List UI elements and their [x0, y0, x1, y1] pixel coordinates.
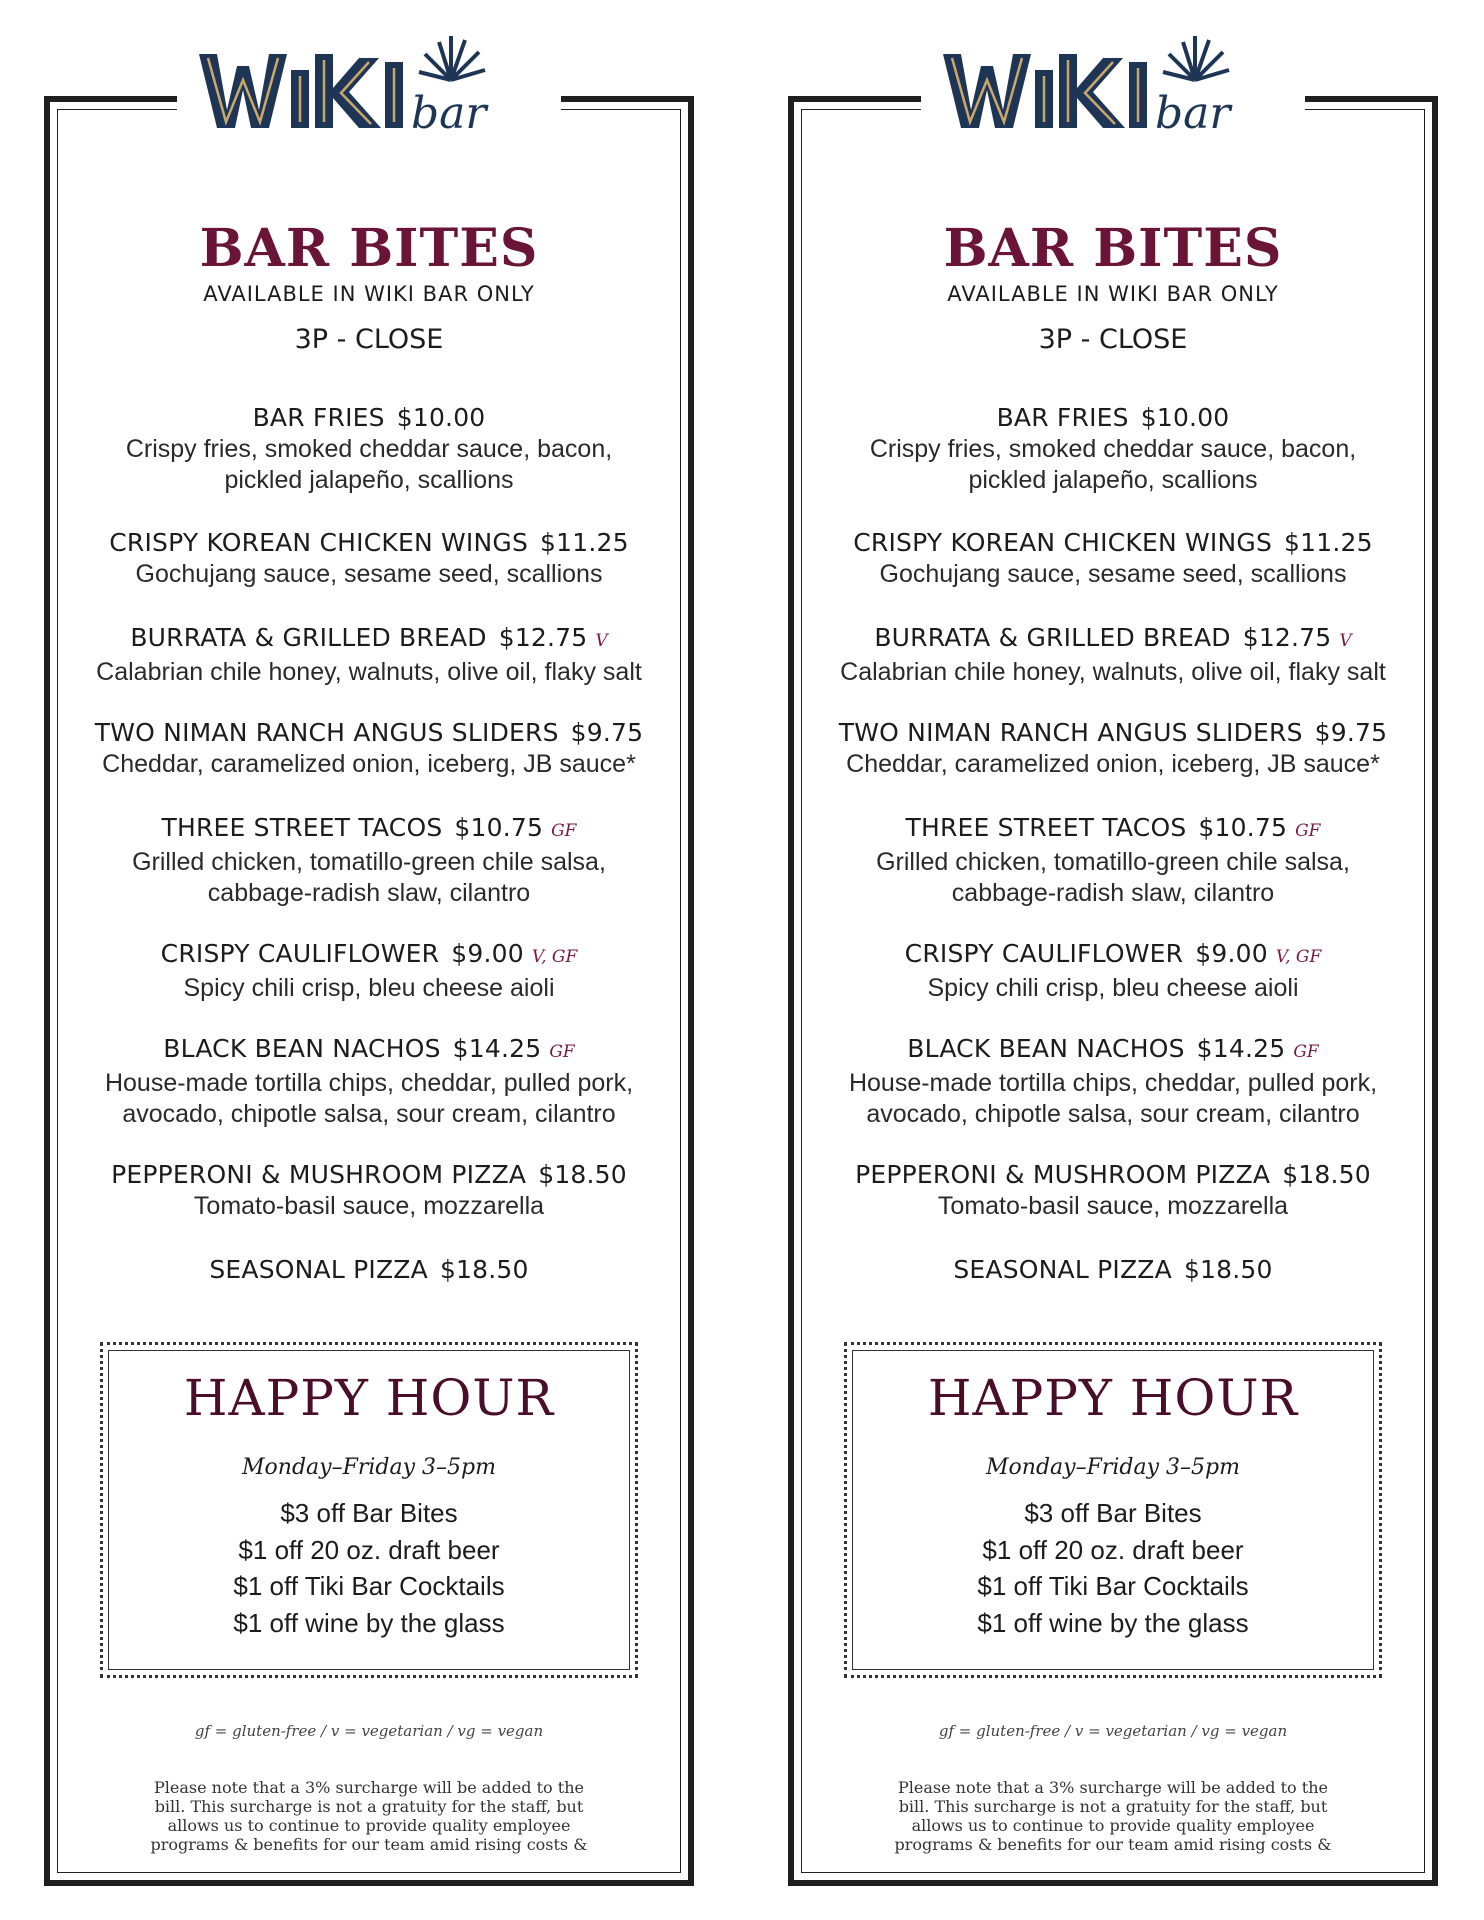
menu-item [794, 1033, 1432, 1130]
menu-item [794, 717, 1432, 780]
item-name: PEPPERONI & MUSHROOM PIZZA [855, 1160, 1271, 1189]
item-description: Cheddar, caramelized onion, iceberg, JB sauce* [102, 750, 636, 778]
surcharge-note [894, 1778, 1332, 1854]
item-name: THREE STREET TACOS [905, 813, 1187, 842]
item-price: $12.75 [1242, 623, 1332, 652]
surcharge-note-line: bill. This surcharge is not a gratuity for the staff, but [898, 1797, 1328, 1816]
service-hours: 3P - CLOSE [1038, 324, 1188, 355]
item-description: Gochujang sauce, sesame seed, scallions [879, 560, 1347, 588]
happy-hour-box [844, 1342, 1382, 1678]
happy-hour-days: Monday–Friday 3–5pm [242, 1455, 496, 1480]
happy-hour-deal: $3 off Bar Bites [280, 1498, 458, 1528]
item-name: BAR FRIES [252, 403, 385, 432]
menu-item [794, 527, 1432, 590]
happy-hour-deals [103, 1495, 635, 1641]
happy-hour-deal: $1 off Tiki Bar Cocktails [233, 1571, 505, 1601]
dietary-tag: V [1339, 631, 1352, 651]
item-price: $18.50 [439, 1255, 529, 1284]
item-description: House-made tortilla chips, cheddar, pulled pork, [848, 1069, 1378, 1097]
item-description: Calabrian chile honey, walnuts, olive oil, flaky salt [840, 658, 1386, 686]
item-description: Spicy chili crisp, bleu cheese aioli [183, 974, 555, 1002]
menu-item [50, 717, 688, 780]
item-name: BURRATA & GRILLED BREAD [874, 623, 1231, 652]
happy-hour-deal: $1 off Tiki Bar Cocktails [977, 1571, 1249, 1601]
item-price: $18.50 [538, 1160, 627, 1189]
item-price: $9.00 [451, 939, 524, 968]
item-description: Tomato-basil sauce, mozzarella [193, 1192, 545, 1220]
dietary-tag: V [595, 631, 608, 651]
item-price: $9.75 [570, 718, 644, 747]
item-name: TWO NIMAN RANCH ANGUS SLIDERS [94, 718, 559, 747]
item-name: SEASONAL PIZZA [953, 1255, 1172, 1284]
item-price: $9.75 [1314, 718, 1388, 747]
item-name: CRISPY CAULIFLOWER [904, 939, 1184, 968]
item-price: $10.75 [1198, 813, 1288, 842]
dietary-tag: GF [1293, 1042, 1319, 1062]
menu-card-left [44, 88, 694, 1886]
menu-item [50, 1033, 688, 1130]
item-price: $14.25 [1196, 1034, 1286, 1063]
menu-item [794, 812, 1432, 909]
menu-item [50, 622, 688, 688]
surcharge-note-line: Please note that a 3% surcharge will be added to the [154, 1778, 584, 1797]
wiki-bar-logo-icon [189, 32, 549, 142]
item-description: Grilled chicken, tomatillo-green chile salsa, [132, 848, 606, 876]
happy-hour-title: HAPPY HOUR [927, 1369, 1299, 1427]
bar-bites-title: BAR BITES [199, 218, 539, 279]
item-description: avocado, chipotle salsa, sour cream, cilantro [866, 1100, 1360, 1128]
menu-item [50, 812, 688, 909]
item-description: Grilled chicken, tomatillo-green chile salsa, [876, 848, 1350, 876]
item-price: $9.00 [1195, 939, 1268, 968]
wiki-bar-logo [177, 32, 561, 142]
svg-text:bar: bar [1155, 88, 1231, 139]
surcharge-note-line: programs & benefits for our team amid rising costs & [894, 1835, 1332, 1854]
dietary-legend: gf = gluten-free / v = vegetarian / vg = vegan [194, 1722, 544, 1740]
happy-hour-deal: $1 off wine by the glass [233, 1607, 505, 1638]
happy-hour-deals [847, 1495, 1379, 1641]
service-hours: 3P - CLOSE [294, 324, 444, 355]
item-price: $10.75 [454, 813, 544, 842]
dietary-tag: GF [1295, 821, 1321, 841]
item-price: $12.75 [498, 623, 588, 652]
happy-hour-deal: $1 off wine by the glass [977, 1607, 1249, 1638]
item-description: cabbage-radish slaw, cilantro [951, 879, 1275, 907]
item-price: $18.50 [1282, 1160, 1371, 1189]
item-name: BLACK BEAN NACHOS [163, 1034, 441, 1063]
item-name: CRISPY CAULIFLOWER [160, 939, 440, 968]
item-description: Crispy fries, smoked cheddar sauce, bacon, [125, 435, 613, 463]
item-description: Gochujang sauce, sesame seed, scallions [135, 560, 603, 588]
bar-bites-title: BAR BITES [943, 218, 1283, 279]
item-description: House-made tortilla chips, cheddar, pulled pork, [104, 1069, 634, 1097]
surcharge-note-line: bill. This surcharge is not a gratuity for the staff, but [154, 1797, 584, 1816]
dietary-tag: V, GF [1275, 947, 1322, 967]
item-name: BAR FRIES [996, 403, 1129, 432]
item-description: cabbage-radish slaw, cilantro [207, 879, 531, 907]
item-price: $11.25 [1284, 528, 1373, 557]
surcharge-note-line: allows us to continue to provide quality employee [911, 1816, 1315, 1835]
item-name: THREE STREET TACOS [161, 813, 443, 842]
menu-item [794, 1254, 1432, 1286]
item-name: BLACK BEAN NACHOS [907, 1034, 1185, 1063]
wiki-bar-logo-icon [933, 32, 1293, 142]
item-description: pickled jalapeño, scallions [224, 466, 514, 494]
happy-hour-days: Monday–Friday 3–5pm [986, 1455, 1240, 1480]
item-name: SEASONAL PIZZA [209, 1255, 428, 1284]
item-description: Calabrian chile honey, walnuts, olive oil, flaky salt [96, 658, 642, 686]
menu-item [50, 402, 688, 496]
happy-hour-title: HAPPY HOUR [183, 1369, 555, 1427]
surcharge-note-line: allows us to continue to provide quality employee [167, 1816, 571, 1835]
happy-hour-box [100, 1342, 638, 1678]
item-description: Tomato-basil sauce, mozzarella [937, 1192, 1289, 1220]
item-description: avocado, chipotle salsa, sour cream, cilantro [122, 1100, 616, 1128]
item-price: $18.50 [1183, 1255, 1273, 1284]
surcharge-note [150, 1778, 588, 1854]
item-description: Crispy fries, smoked cheddar sauce, bacon, [869, 435, 1357, 463]
item-price: $10.00 [396, 403, 486, 432]
surcharge-note-line: Please note that a 3% surcharge will be added to the [898, 1778, 1328, 1797]
menu-item [50, 527, 688, 590]
menu-item [794, 1159, 1432, 1222]
dietary-tag: V, GF [531, 947, 578, 967]
surcharge-note-line: programs & benefits for our team amid rising costs & [150, 1835, 588, 1854]
item-price: $14.25 [452, 1034, 542, 1063]
wiki-bar-logo [921, 32, 1305, 142]
menu-item [50, 1254, 688, 1286]
item-description: pickled jalapeño, scallions [968, 466, 1258, 494]
menu-item [794, 938, 1432, 1004]
happy-hour-deal: $1 off 20 oz. draft beer [238, 1534, 500, 1565]
dietary-tag: GF [549, 1042, 575, 1062]
item-name: PEPPERONI & MUSHROOM PIZZA [111, 1160, 527, 1189]
menu-item [794, 622, 1432, 688]
happy-hour-deal: $3 off Bar Bites [1024, 1498, 1202, 1528]
dietary-tag: GF [551, 821, 577, 841]
svg-text:bar: bar [411, 88, 487, 139]
item-price: $11.25 [540, 528, 629, 557]
item-name: TWO NIMAN RANCH ANGUS SLIDERS [838, 718, 1303, 747]
item-name: CRISPY KOREAN CHICKEN WINGS [109, 528, 529, 557]
happy-hour-deal: $1 off 20 oz. draft beer [982, 1534, 1244, 1565]
dietary-legend: gf = gluten-free / v = vegetarian / vg = vegan [938, 1722, 1288, 1740]
menu-item [50, 938, 688, 1004]
menu-item [794, 402, 1432, 496]
availability-note: AVAILABLE IN WIKI BAR ONLY [203, 282, 535, 306]
availability-note: AVAILABLE IN WIKI BAR ONLY [947, 282, 1279, 306]
menu-item [50, 1159, 688, 1222]
item-name: CRISPY KOREAN CHICKEN WINGS [853, 528, 1273, 557]
item-description: Cheddar, caramelized onion, iceberg, JB sauce* [846, 750, 1380, 778]
item-name: BURRATA & GRILLED BREAD [130, 623, 487, 652]
item-price: $10.00 [1140, 403, 1230, 432]
item-description: Spicy chili crisp, bleu cheese aioli [927, 974, 1299, 1002]
menu-card-right [788, 88, 1438, 1886]
